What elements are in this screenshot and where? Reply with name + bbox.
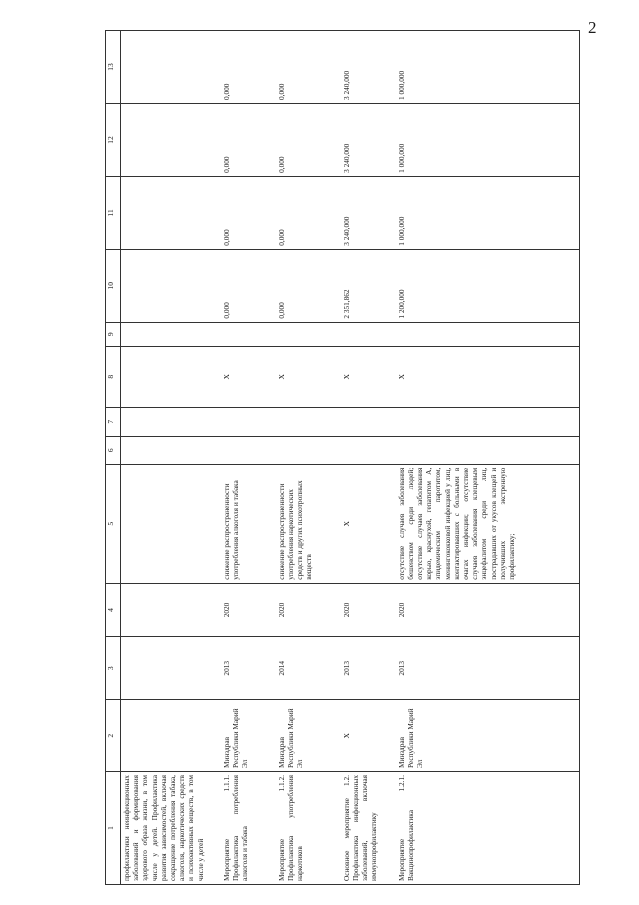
cell-executor: Минздрав Республики Марий Эл: [397, 700, 580, 772]
col-header-8: 8: [106, 346, 121, 407]
table-row: [277, 31, 342, 885]
cell-col8: Х: [222, 346, 277, 407]
cell-col10: [121, 249, 222, 322]
cell-activity: Мероприятие 1.1.2. Профилактика употребления наркотиков: [277, 772, 342, 885]
cell-col10: 2 351,862: [342, 249, 397, 322]
cell-activity: Основное мероприятие 1.2. Профилактика инфекционных заболеваний, включая иммунопрофилактику: [342, 772, 397, 885]
cell-col13: 3 240,000: [342, 31, 397, 104]
cell-col9: [222, 322, 277, 346]
cell-col6: [121, 436, 222, 464]
cell-activity: Мероприятие 1.2.1. Вакцинопрофилактика: [397, 772, 580, 885]
table-row: [342, 31, 397, 885]
cell-col12: 0,000: [222, 104, 277, 177]
cell-col7: [397, 407, 580, 436]
cell-col6: [342, 436, 397, 464]
cell-executor: Минздрав Республики Марий Эл: [277, 700, 342, 772]
cell-col11: 1 000,000: [397, 176, 580, 249]
cell-expected-result: Х: [342, 464, 397, 583]
cell-end-year: 2020: [342, 583, 397, 636]
cell-start-year: 2013: [397, 637, 580, 700]
col-header-3: 3: [106, 637, 121, 700]
cell-col8: Х: [277, 346, 342, 407]
cell-expected-result: [121, 464, 222, 583]
cell-start-year: [121, 637, 222, 700]
cell-col13: 1 000,000: [397, 31, 580, 104]
header-row: [106, 31, 121, 885]
page-number: 2: [588, 18, 597, 37]
cell-col6: [397, 436, 580, 464]
col-header-12: 12: [106, 104, 121, 177]
cell-col8: [121, 346, 222, 407]
cell-start-year: 2014: [277, 637, 342, 700]
col-header-7: 7: [106, 407, 121, 436]
cell-col7: [342, 407, 397, 436]
cell-col12: [121, 104, 222, 177]
cell-col11: 0,000: [277, 176, 342, 249]
cell-col7: [277, 407, 342, 436]
cell-end-year: [121, 583, 222, 636]
cell-expected-result: снижение распространенности употребления наркотических средств и других психотропных веществ: [277, 464, 342, 583]
cell-executor: Х: [342, 700, 397, 772]
col-header-9: 9: [106, 322, 121, 346]
cell-col9: [277, 322, 342, 346]
col-header-1: 1: [106, 772, 121, 885]
cell-col11: [121, 176, 222, 249]
cell-col8: Х: [342, 346, 397, 407]
col-header-13: 13: [106, 31, 121, 104]
cell-col12: 0,000: [277, 104, 342, 177]
cell-expected-result: снижение распространенности употребления алкоголя и табака: [222, 464, 277, 583]
cell-col9: [397, 322, 580, 346]
rotated-table-frame: [105, 30, 620, 885]
cell-start-year: 2013: [222, 637, 277, 700]
cell-col7: [121, 407, 222, 436]
cell-expected-result: отсутствие случаев заболевания бешенством среди людей; отсутствие случаев заболевания корью, краснухой, гепатитом А, эпидемическим паротитом, менингококковой инфекцией у лиц, контактировавших с больными в очагах инфекции; отсутствие случаев заболевания клещевым энцефалитом среди лиц, пострадавших от укусов клещей и получивших экстренную профилактику;: [397, 464, 580, 583]
cell-col11: 3 240,000: [342, 176, 397, 249]
cell-col6: [222, 436, 277, 464]
cell-col9: [342, 322, 397, 346]
cell-activity: профилактики неинфекционных заболеваний и формирования здорового образа жизни, в том числе у детей. Профилактика развития зависимостей, включая сокращение потребления табака, алкоголя, наркотических средств и психоактивных веществ, в том числе у детей: [121, 772, 222, 885]
table-row: [121, 31, 222, 885]
cell-end-year: 2020: [277, 583, 342, 636]
cell-col13: [121, 31, 222, 104]
cell-col11: 0,000: [222, 176, 277, 249]
cell-executor: Минздрав Республики Марий Эл: [222, 700, 277, 772]
cell-end-year: 2020: [397, 583, 580, 636]
col-header-2: 2: [106, 700, 121, 772]
table-row: [222, 31, 277, 885]
table-row: [397, 31, 580, 885]
col-header-6: 6: [106, 436, 121, 464]
col-header-5: 5: [106, 464, 121, 583]
cell-col12: 1 000,000: [397, 104, 580, 177]
col-header-10: 10: [106, 249, 121, 322]
cell-col10: 0,000: [222, 249, 277, 322]
cell-col12: 3 240,000: [342, 104, 397, 177]
cell-col9: [121, 322, 222, 346]
program-activities-table: [105, 30, 580, 885]
cell-col13: 0,000: [277, 31, 342, 104]
cell-col8: Х: [397, 346, 580, 407]
cell-col10: 1 200,000: [397, 249, 580, 322]
cell-col10: 0,000: [277, 249, 342, 322]
cell-start-year: 2013: [342, 637, 397, 700]
cell-col7: [222, 407, 277, 436]
cell-activity: Мероприятие 1.1.1. Профилактика потребления алкоголя и табака: [222, 772, 277, 885]
cell-col13: 0,000: [222, 31, 277, 104]
col-header-4: 4: [106, 583, 121, 636]
cell-col6: [277, 436, 342, 464]
col-header-11: 11: [106, 176, 121, 249]
cell-executor: [121, 700, 222, 772]
cell-end-year: 2020: [222, 583, 277, 636]
